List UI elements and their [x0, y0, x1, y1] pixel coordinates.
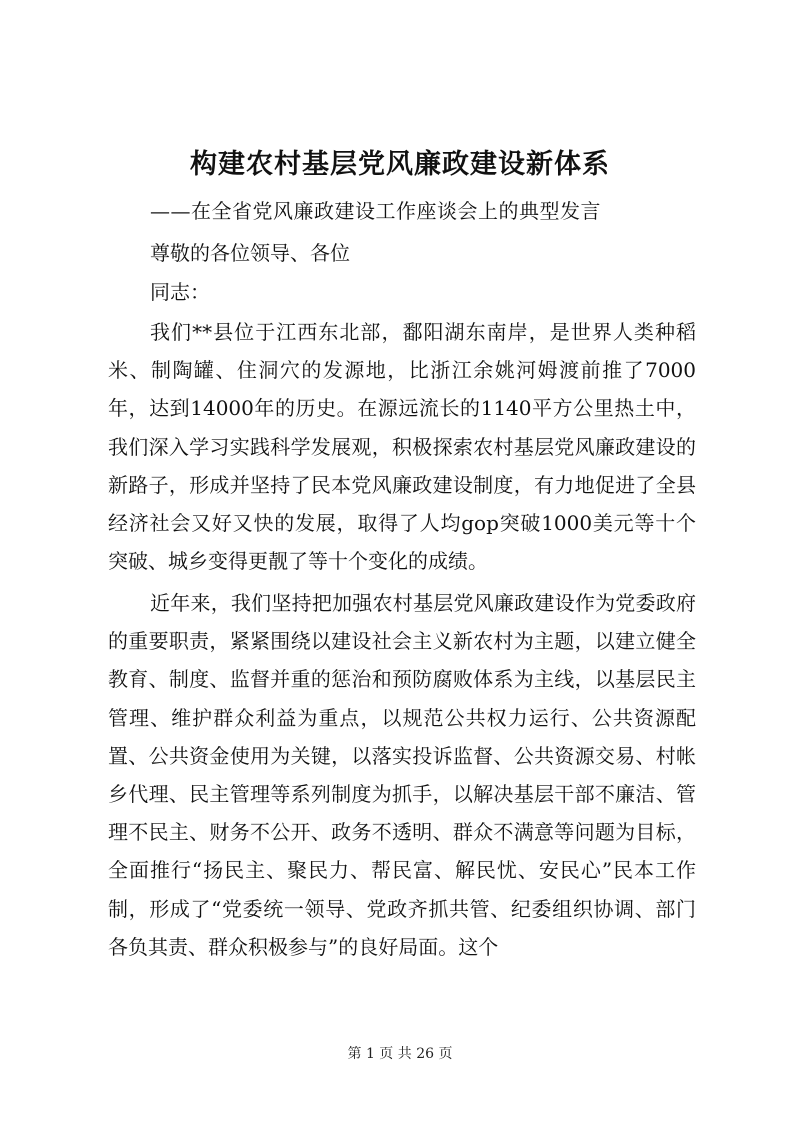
- salutation-line-2: 同志：: [150, 280, 210, 304]
- salutation-line-1: 尊敬的各位领导、各位: [150, 241, 350, 265]
- document-title: 构建农村基层党风廉政建设新体系: [190, 149, 610, 180]
- document-subtitle: ——在全省党风廉政建设工作座谈会上的典型发言: [150, 199, 601, 223]
- body-paragraph: 我们**县位于江西东北部，鄱阳湖东南岸，是世界人类种稻米、制陶罐、住洞穴的发源地，比浙江余姚河姆渡前推了7000年，达到14000年的历史。在源远流长的1140平方公里热土中，我们深入学习实践科学发展观，积极探索农村基层党风廉政建设的新路子，形成并坚持了民本党风廉政建设制度，有力地促进了全县经济社会又好又快的发展，取得了人均gop突破1000美元等十个突破、城乡变得更靓了等十个变化的成绩。: [108, 320, 696, 574]
- page-number-footer: 第 1 页 共 26 页: [347, 1046, 453, 1062]
- body-paragraph: 近年来，我们坚持把加强农村基层党风廉政建设作为党委政府的重要职责，紧紧围绕以建设社会主义新农村为主题，以建立健全教育、制度、监督并重的惩治和预防腐败体系为主线，以基层民主管理、维护群众利益为重点，以规范公共权力运行、公共资源配置、公共资金使用为关键，以落实投诉监督、公共资源交易、村帐乡代理、民主管理等系列制度为抓手，以解决基层干部不廉洁、管理不民主、财务不公开、政务不透明、群众不满意等问题为目标，全面推行“扬民主、聚民力、帮民富、解民忧、安民心”民本工作制，形成了“党委统一领导、党政齐抓共管、纪委组织协调、部门各负其责、群众积极参与”的良好局面。这个: [108, 591, 696, 959]
